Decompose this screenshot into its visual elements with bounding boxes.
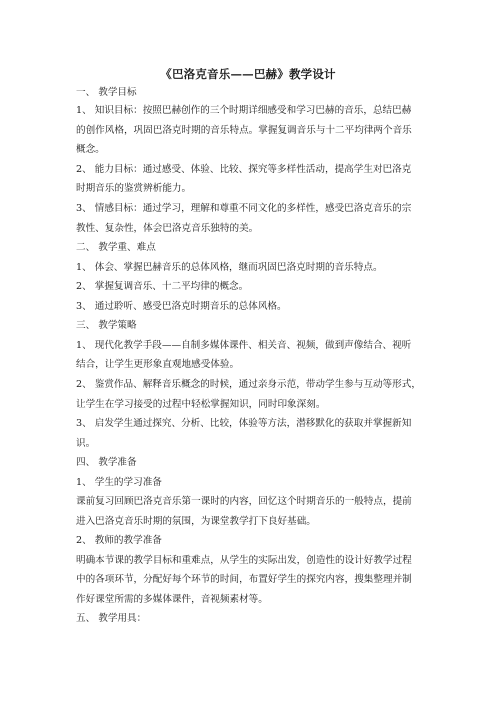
text-line: 让学生在学习接受的过程中轻松掌握知识，同时印象深刻。: [76, 399, 326, 410]
text-line: 1、 学生的学习准备: [76, 477, 162, 488]
text-line: 1、 体会、掌握巴赫音乐的总体风格，继而巩固巴洛克时期的音乐特点。: [76, 262, 383, 273]
section-heading-preparation: 四、 教学准备: [76, 457, 137, 468]
text-line: 中的各项环节，分配好每个环节的时间，布置好学生的探究内容，搜集整理并制: [76, 574, 412, 585]
text-line: 进入巴洛克音乐时期的氛围，为课堂教学打下良好基础。: [76, 516, 316, 527]
text-line: 结合，让学生更形象直观地感受体验。: [76, 359, 240, 370]
text-line: 明确本节课的教学目标和重难点，从学生的实际出发，创造性的设计好教学过程: [76, 555, 412, 566]
text-line: 2、 鉴赏作品、解释音乐概念的时候，通过亲身示范，带动学生参与互动等形式，: [76, 379, 421, 390]
text-line: 课前复习回顾巴洛克音乐第一课时的内容，回忆这个时期音乐的一般特点，提前: [76, 496, 412, 507]
text-line: 教性、复杂性，体会巴洛克音乐独特的美。: [76, 223, 259, 234]
section-heading-key-points: 二、 教学重、难点: [76, 242, 156, 253]
document-title: 《巴洛克音乐——巴赫》教学设计: [160, 67, 336, 81]
text-line: 时期音乐的鉴赏辨析能力。: [76, 183, 192, 194]
section-heading-strategy: 三、 教学策略: [76, 320, 137, 331]
text-line: 1、 现代化教学手段——自制多媒体课件、相关音、视频，做到声像结合、视听: [76, 340, 412, 351]
text-line: 2、 掌握复调音乐、十二平均律的概念。: [76, 281, 249, 292]
text-line: 2、 教师的教学准备: [76, 535, 162, 546]
text-line: 3、 启发学生通过探究、分析、比较，体验等方法，潜移默化的获取并掌握新知: [76, 418, 412, 429]
text-line: 概念。: [76, 144, 105, 155]
text-line: 作好课堂所需的多媒体课件，音视频素材等。: [76, 594, 268, 605]
text-line: 3、 情感目标：通过学习，理解和尊重不同文化的多样性，感受巴洛克音乐的宗: [76, 203, 412, 214]
section-heading-goals: 一、 教学目标: [76, 87, 137, 98]
text-line: 2、 能力目标：通过感受、体验、比较、探究等多样性活动，提高学生对巴洛克: [76, 164, 412, 175]
text-line: 的创作风格，巩固巴洛克时期的音乐特点。掌握复调音乐与十二平均律两个音乐: [76, 125, 412, 136]
text-line: 1、 知识目标：按照巴赫创作的三个时期详细感受和学习巴赫的音乐，总结巴赫: [76, 105, 412, 116]
text-line: 识。: [76, 438, 96, 449]
section-heading-tools: 五、 教学用具：: [76, 613, 147, 624]
text-line: 3、 通过聆听、感受巴洛克时期音乐的总体风格。: [76, 301, 287, 312]
